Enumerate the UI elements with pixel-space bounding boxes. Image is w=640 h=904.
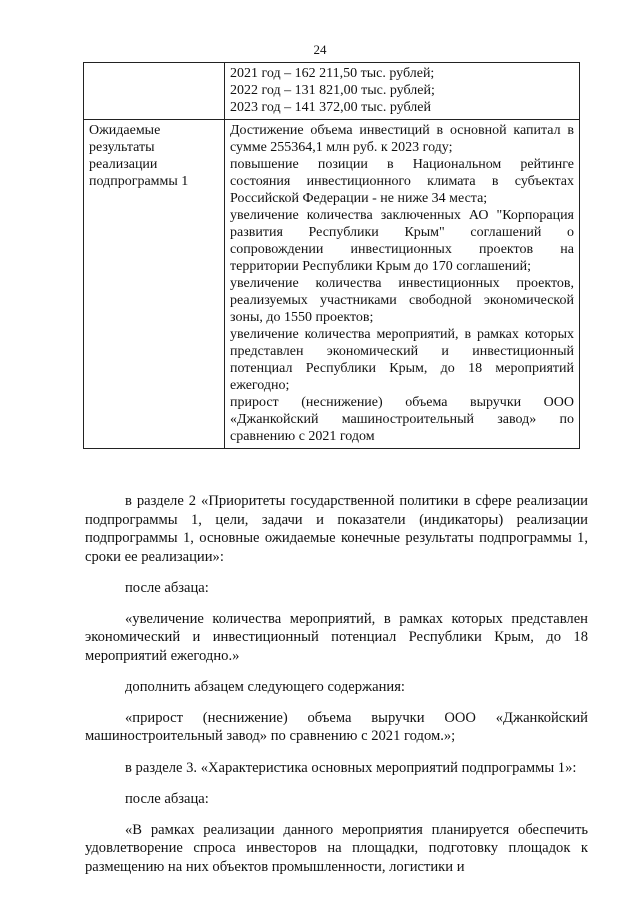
- paragraph: «В рамках реализации данного мероприятия планируется обеспечить удовлетворение спроса инвесторов на площадки, подготовку площадок к размещению на них объектов промышленности, логистики и: [85, 821, 588, 875]
- table-row: [84, 63, 580, 120]
- result-item: повышение позиции в Национальном рейтинге состояния инвестиционного климата в субъектах Российской Федерации - не ниже 34 места;: [230, 157, 574, 206]
- row-value: [225, 120, 580, 449]
- paragraph: в разделе 3. «Характеристика основных мероприятий подпрограммы 1»:: [125, 759, 577, 776]
- result-item: Достижение объема инвестиций в основной капитал в сумме 255364,1 млн руб. к 2023 году;: [230, 123, 574, 155]
- funding-line: 2023 год – 141 372,00 тыс. рублей: [230, 100, 431, 115]
- result-item: увеличение количества мероприятий, в рамках которых представлен экономический и инвестиционный потенциал Республики Крым, до 18 мероприятий ежегодно;: [230, 327, 574, 393]
- result-item: прирост (неснижение) объема выручки ООО «Джанкойский машиностроительный завод» по сравнению с 2021 годом: [230, 395, 574, 444]
- paragraph: после абзаца:: [125, 791, 209, 807]
- funding-line: 2022 год – 131 821,00 тыс. рублей;: [230, 83, 435, 98]
- paragraph: после абзаца:: [125, 580, 209, 596]
- funding-line: 2021 год – 162 211,50 тыс. рублей;: [230, 66, 435, 81]
- row-label: [84, 63, 225, 120]
- paragraph: «прирост (неснижение) объема выручки ООО «Джанкойский машиностроительный завод» по сравнению с 2021 годом.»;: [85, 709, 588, 744]
- paragraph: «увеличение количества мероприятий, в рамках которых представлен экономический и инвестиционный потенциал Республики Крым, до 18 мероприятий ежегодно.»: [85, 610, 588, 664]
- page-number: 24: [313, 42, 327, 57]
- body-text: [85, 492, 588, 889]
- result-item: увеличение количества инвестиционных проектов, реализуемых участниками свободной экономической зоны, до 1550 проектов;: [230, 276, 574, 325]
- row-value: [225, 63, 580, 120]
- table-row: [84, 120, 580, 449]
- row-label: Ожидаемые результаты реализации подпрограммы 1: [84, 120, 225, 449]
- program-passport-table: [83, 62, 580, 449]
- paragraph: в разделе 2 «Приоритеты государственной политики в сфере реализации подпрограммы 1, цели, задачи и показатели (индикаторы) реализации подпрограммы 1, основные ожидаемые конечные результаты подпрограммы 1, сроки ее реализации»:: [85, 493, 588, 565]
- paragraph: дополнить абзацем следующего содержания:: [125, 679, 405, 695]
- result-item: увеличение количества заключенных АО "Корпорация развития Республики Крым" соглашений о сопровождении инвестиционных проектов на территории Республики Крым до 170 соглашений;: [230, 208, 574, 274]
